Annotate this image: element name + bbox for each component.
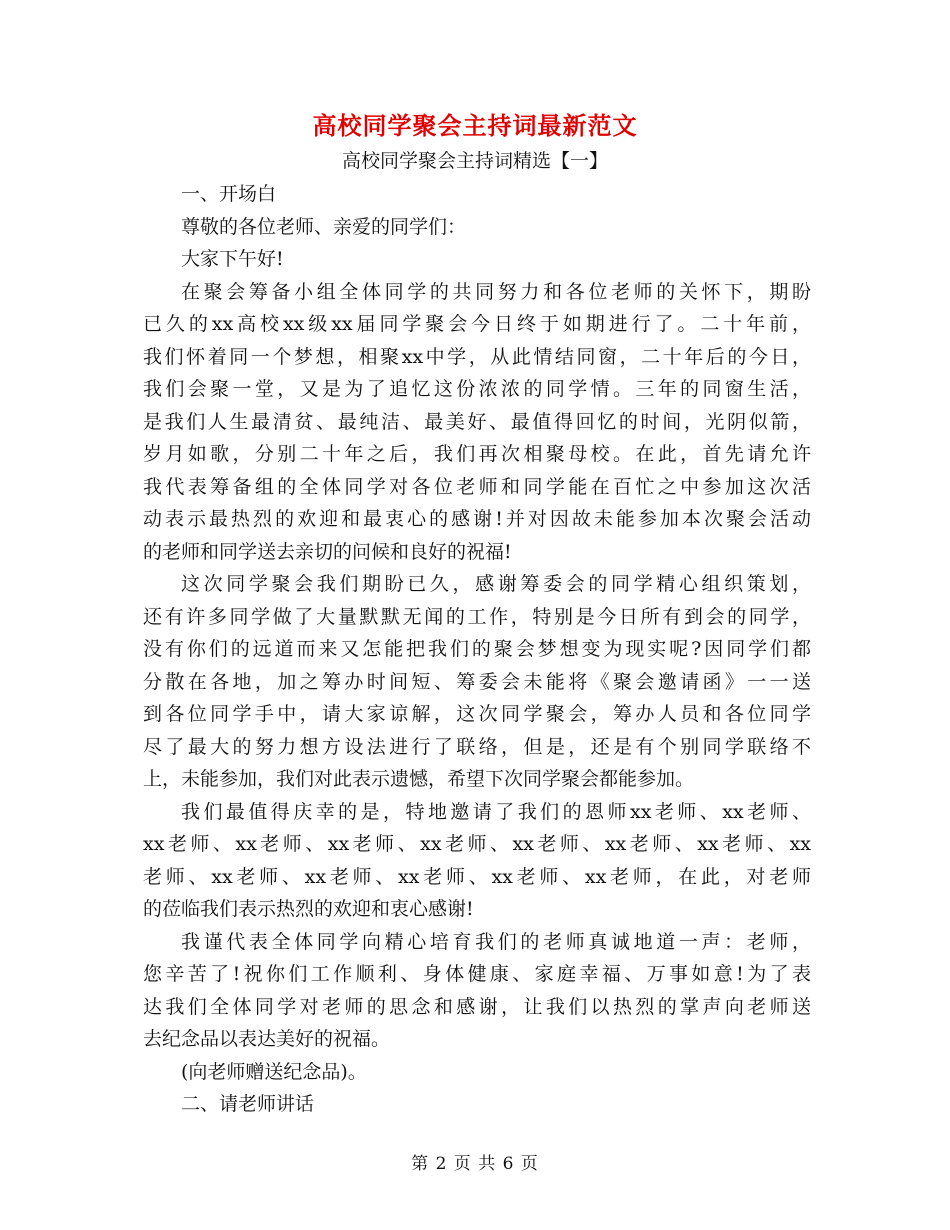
text-line: 大家下午好!	[181, 248, 284, 270]
text-line: 的老师和同学送去亲切的问候和良好的祝福!	[143, 540, 512, 563]
text-line: 我谨代表全体同学向精心培育我们的老师真诚地道一声：老师，	[181, 930, 811, 953]
text-line: 分散在各地，加之筹办时间短、筹委会未能将《聚会邀请函》一一送	[143, 670, 811, 693]
text-line: 到各位同学手中，请大家谅解，这次同学聚会，筹办人员和各位同学	[143, 703, 811, 725]
text-line: 没有你们的远道而来又怎能把我们的聚会梦想变为现实呢?因同学们都	[143, 638, 811, 660]
text-line: 二、请老师讲话	[181, 1093, 315, 1115]
text-line: 在聚会筹备小组全体同学的共同努力和各位老师的关怀下，期盼	[181, 280, 811, 303]
document-title: 高校同学聚会主持词最新范文	[312, 111, 638, 140]
text-line: 我们最值得庆幸的是，特地邀请了我们的恩师xx老师、xx老师、	[181, 800, 811, 823]
text-line: 您辛苦了!祝你们工作顺利、身体健康、家庭幸福、万事如意!为了表	[143, 963, 811, 985]
text-line: 上，未能参加，我们对此表示遗憾，希望下次同学聚会都能参加。	[143, 768, 695, 790]
text-line: 尽了最大的努力想方设法进行了联络，但是，还是有个别同学联络不	[143, 735, 811, 758]
text-line: 达我们全体同学对老师的思念和感谢，让我们以热烈的掌声向老师送	[143, 995, 811, 1018]
text-line: 已久的xx高校xx级xx届同学聚会今日终于如期进行了。二十年前，	[143, 313, 811, 335]
text-line: 动表示最热烈的欢迎和最衷心的感谢!并对因故未能参加本次聚会活动	[143, 508, 811, 530]
text-line: 我们会聚一堂，又是为了追忆这份浓浓的同学情。三年的同窗生活，	[143, 378, 811, 400]
page-footer: 第 2 页 共 6 页	[411, 1154, 539, 1174]
text-line: 去纪念品以表达美好的祝福。	[143, 1028, 391, 1050]
text-line: 的莅临我们表示热烈的欢迎和衷心感谢!	[143, 898, 474, 920]
text-line: 尊敬的各位老师、亲爱的同学们：	[181, 215, 467, 238]
document-subtitle: 高校同学聚会主持词精选【一】	[341, 150, 608, 172]
text-line: 还有许多同学做了大量默默无闻的工作，特别是今日所有到会的同学，	[143, 605, 811, 628]
text-line: 一、开场白	[181, 183, 277, 205]
text-line: 是我们人生最清贫、最纯洁、最美好、最值得回忆的时间，光阴似箭，	[143, 410, 811, 433]
text-line: 老师、xx老师、xx老师、xx老师、xx老师、xx老师，在此，对老师	[143, 865, 811, 888]
text-line: (向老师赠送纪念品)。	[181, 1060, 367, 1083]
text-line: 岁月如歌，分别二十年之后，我们再次相聚母校。在此，首先请允许	[143, 443, 811, 465]
text-line: 我代表筹备组的全体同学对各位老师和同学能在百忙之中参加这次活	[143, 475, 811, 498]
document-body	[143, 178, 811, 1121]
text-line: 这次同学聚会我们期盼已久，感谢筹委会的同学精心组织策划，	[181, 573, 811, 595]
text-line: xx老师、xx老师、xx老师、xx老师、xx老师、xx老师、xx老师、xx	[143, 833, 811, 855]
text-line: 我们怀着同一个梦想，相聚xx中学，从此情结同窗，二十年后的今日，	[143, 345, 811, 368]
